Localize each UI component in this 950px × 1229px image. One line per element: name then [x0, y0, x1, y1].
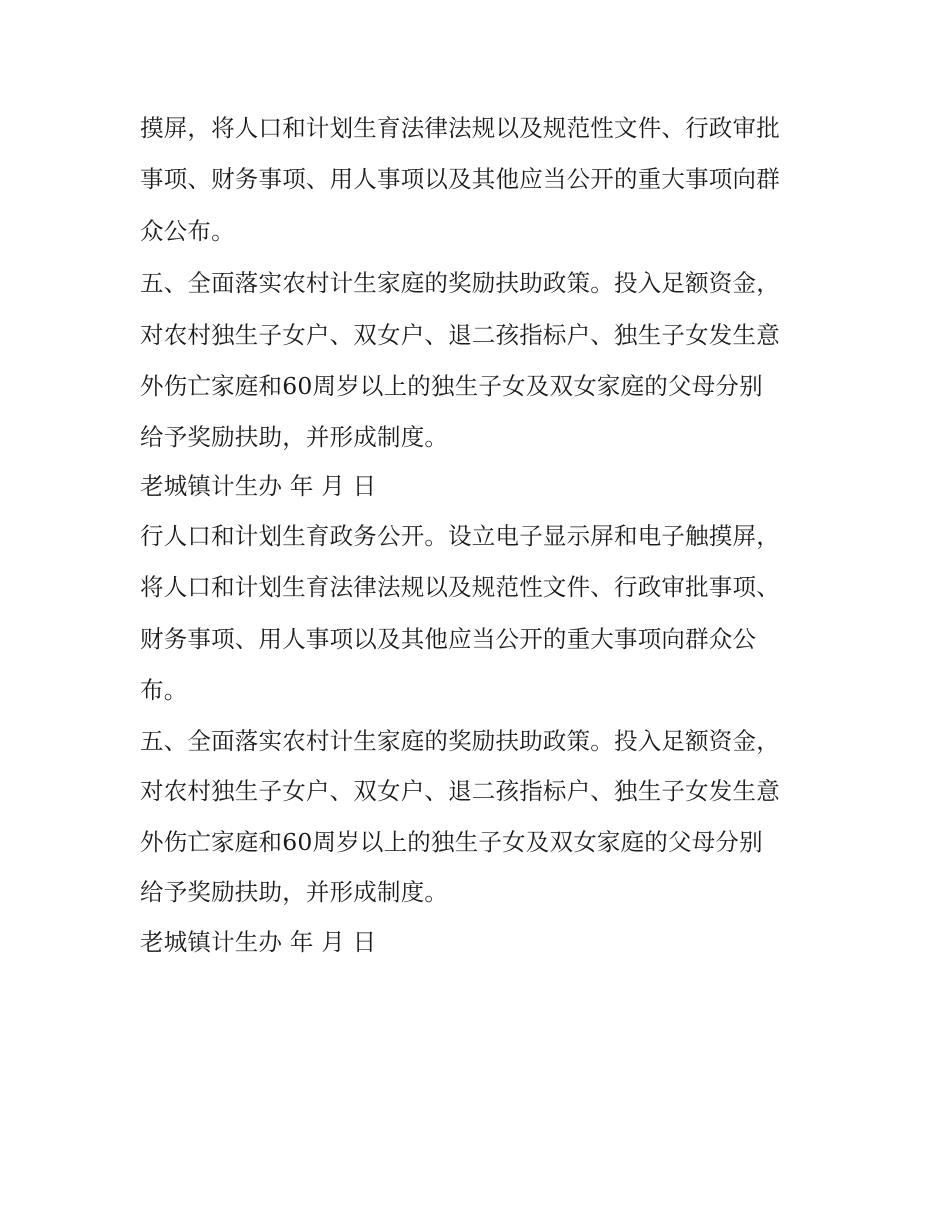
text-line: 对农村独生子女户、双女户、退二孩指标户、独生子女发生意	[140, 777, 780, 805]
text-line: 布。	[140, 676, 188, 704]
signature-line: 老城镇计生办 年 月 日	[140, 472, 377, 500]
text-line: 五、全面落实农村计生家庭的奖励扶助政策。投入足额资金，	[140, 727, 780, 755]
text-line: 给予奖励扶助，并形成制度。	[140, 423, 449, 451]
text-line: 事项、财务事项、用人事项以及其他应当公开的重大事项向群	[140, 165, 780, 193]
text-line: 五、全面落实农村计生家庭的奖励扶助政策。投入足额资金，	[140, 269, 780, 297]
text-line: 对农村独生子女户、双女户、退二孩指标户、独生子女发生意	[140, 321, 780, 349]
text-line: 将人口和计划生育法律法规以及规范性文件、行政审批事项、	[140, 573, 780, 601]
text-line: 外伤亡家庭和60周岁以上的独生子女及双女家庭的父母分别	[140, 372, 763, 400]
text-line: 摸屏，将人口和计划生育法律法规以及规范性文件、行政审批	[140, 114, 780, 142]
text-line: 给予奖励扶助，并形成制度。	[140, 878, 449, 906]
text-line: 行人口和计划生育政务公开。设立电子显示屏和电子触摸屏，	[140, 522, 780, 550]
text-line: 外伤亡家庭和60周岁以上的独生子女及双女家庭的父母分别	[140, 828, 763, 856]
text-line: 众公布。	[140, 217, 235, 245]
text-line: 财务事项、用人事项以及其他应当公开的重大事项向群众公	[140, 625, 757, 653]
signature-line: 老城镇计生办 年 月 日	[140, 928, 377, 956]
